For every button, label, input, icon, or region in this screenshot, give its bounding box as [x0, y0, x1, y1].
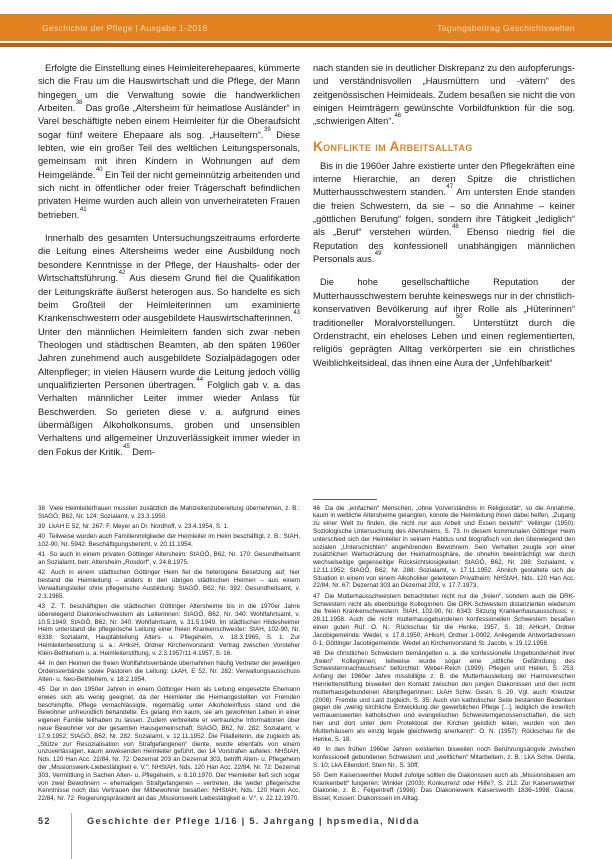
footnote-number: 46: [313, 504, 324, 512]
footnote-marker: 40: [95, 166, 103, 173]
column-left-footnotes: [38, 499, 300, 803]
footnote: 42 Auch in einem städtischen Göttinger Heim fiel die heterogene Besetzung auf; hier bestand die Heimleitung – anders in den übrigen städtischen Heimen – aus einem Verwaltungsleiter ohne pflegerische Ausbildung: StAGÖ, B62, Nr. 392: Gesundheitsamt, v. 2.3.1965.: [38, 569, 300, 600]
footnote-number: 48: [313, 649, 323, 657]
header-section-title: Tagungsbeitrag Geschichtswelten: [437, 22, 575, 33]
footnote: 41 So auch in einem privaten Göttinger Altersheim: StAGÖ, B62, Nr. 170: Gesundheitsamt an Sozialamt, betr. Altersheim „Rosdorf“, v. 24.8.1975.: [38, 551, 300, 567]
footnote-marker: 50: [455, 314, 463, 321]
footnote-marker: 38: [75, 99, 83, 106]
header-journal-title: Geschichte der Pflege | Ausgabe 1-2016: [42, 22, 208, 33]
page-footer: [38, 813, 575, 859]
footnote: 38 Viele Heimleiterfrauen mussten zusätzlich die Mahlzeitenzubereitung übernehmen, z. B.: StAGÖ, B62, Nr. 124: Sozialamt, v. 23.3.1950.: [38, 504, 300, 520]
footnote-marker: 42: [118, 270, 126, 277]
paragraph: Innerhalb des gesamten Untersuchungszeitraums erforderte die Leitung eines Altersheims weder eine Ausbildung noch besondere Kenntnisse in der Pflege, der Haushalts- oder der Wirtschaftsführung.$^{42}$ Aus diesem Grund fiel die Qualifikation der Leitungskräfte äußerst heterogen aus. So handelte es sich beim Großteil der Heimleiterinnen um examinierte Krankenschwestern oder ausgebildete Hauswirtschafterinnen.$^{43}$ Unter den männlichen Heimleitern fanden sich zwar neben Theologen und städtischen Beamten, ab den späten 1960er Jahren zunehmend auch ausgebildete Sozialpädagogen oder Altenpfleger; in vielen Häusern wurde die Leitung jedoch völlig unqualifizierten Personen übertragen.$^{44}$ Folglich gab v. a. das Verhalten männlicher Leiter immer wieder Anlass für Beschwerden. So gerieten diese v. a. aufgrund eines übermäßigen Alkoholkonsums, groben und unsensiblen Verhaltens und allgemeiner Unzuverlässigkeit immer wieder in den Fokus der Kritik.$^{45}$ Dem-: [38, 233, 300, 457]
footnote-marker: 45: [123, 443, 130, 450]
footnote-marker: 39: [264, 126, 271, 133]
footnote-number: 43: [38, 603, 50, 611]
footnote-number: 42: [38, 569, 49, 577]
footnote-number: 40: [38, 533, 47, 541]
footnote-number: 44: [38, 660, 47, 668]
footnote: 48 Die christlichen Schwestern bemängelten u. a. die konfessionelle Ungebundenheit ihrer „freien“ Kolleginnen; teilweise wurde sogar eine „sittliche Gefährdung des Schwesternnachwuchses“ befürchtet: Weber-Reich (1999): Pflegen und Heilen, S. 253. Anfang der 1960er Jahre missbilligte z. B. die Mutterhausleitung der Hannoverschen Henriettenstiftung bisweilen den Kontakt zwischen den jungen Diakonissen und den nicht mutterhausgebundenen Altenpflegerinnen: LkAH Schw. Gesin, S. 20. Vgl. auch: Kreutzer (2008): Fremde und Last zugleich, S. 35. Auch von katholischer Seite bestanden Bedenken gegen die „wenig kirchliche Entwicklung der gewerblichen Pflege [...], lediglich die innerlich vertrauenswerten katholischen und evangelischen Schwesterngenossenschaften, die sich hier und dort unter dem Protektorat der Kirchen geistlich leiten, wurden von den Mutterhäusern als einzig legale gleichwertig anerkannt“: O. N. (1957): Rückschau für die Henke, S. 18.: [313, 649, 575, 743]
header-accent-rule: [0, 43, 612, 47]
footnote-marker: 43: [293, 310, 300, 317]
footnote: 46 Da die „einfachen“ Menschen, „ohne Vorverständnis in Religiosität“, so die Annahme, kaum in weltliche Altersheime gelangten, konnte die Heimleitung ihnen dabei helfen, „Zugang zu einer Welt zu finden, die nicht nur aus Arbeit und Essen besteht“: Vellinger (1950): Soziologische Untersuchung des Altersheims, S. 73. In diesem kommunalen Göttinger Heim unterschied sich der Heimleiter in seinem Habitus und biografisch von den überwiegend den sozialen „Unterschichten“ angehörenden Bewohnern. Sein Verhalten zeugte von einer zusätzlichen Wertschätzung der Heimatmosphäre, die ohnehin beeinträchtigt war durch wechselseitige gegenseitige Rücksichtslosigkeiten: StAGÖ, B62, Nr. 288: Sozialamt, v. 12.11.1952; StAGÖ, B62, Nr. 288: Sozialamt, v. 17.11.1952. Ähnlich gestaltete sich die Situation in einem von einem Alkoholiker geleiteten Privatheim: NHStAH, Nds. 120 Han Acc. 22/84, Nr. 67: Dezernat 303 an Dezernat 203, v. 17.7.1973.: [313, 504, 575, 590]
footnote: 50 Dem Kaiserswerther Modell zufolge sollten die Diakonissen auch als „Missionsbasen am Krankenbett“ fungieren: Winkler (2003): Konkurrenz oder Hilfe?, S. 212. Zur Kaiserswerther Diakonie, z. B.: Felgentreff (1998): Das Diakoniewerk Kaiserswerth 1836–1998; Gause, Bissel, Kossen: Diakonissen im Alltag.: [313, 771, 575, 803]
column-left: [38, 62, 300, 803]
paragraph: nach standen sie in deutlicher Diskrepanz zu den aufopferungs- und verständnisvollen „Hausmüttern und -vätern“ des zeitgenössischen Heimideals. Zudem besaßen sie nicht die von einigen Heimträgern gewünschte Vorbildfunktion für die sog. „schwierigen Alten“.$^{46}$: [313, 63, 575, 127]
footnote: 47 Die Mutterhausschwestern betrachteten nicht nur die „freien“, sondern auch die DRK-Schwestern nicht als ebenbürtige Kolleginnen. Die DRK-Schwestern distanzierten wiederum die freien Krankenschwestern: StAH, 102-90, Nr. 6343: Sitzung Krankenhausausschuss, v. 28.11.1958. Auch die nicht mutterhausgebundenen konfessionellen Schwestern besaßen einen guten Ruf: O. N.: Rückschau für die Henke, 1957, S. 18; AHksH, Ordner Jacobigemeinde: Wedel, v. 17.8.1950; AHksH, Ordner 1-0002, Anliegende Antwortadressen 0-1, Göttinger Jacobigemeinde: Wedel an Kirchenvorstand St. Jacobi, v. 19.12.1958.: [313, 592, 575, 647]
section-heading: Konflikte im Arbeitsalltag: [313, 138, 473, 154]
footnote-marker: 48: [452, 224, 459, 231]
footnote-marker: 47: [446, 184, 454, 191]
footnote-number: 49: [313, 745, 324, 753]
footnote: 49 In den frühen 1960er Jahren existierten bisweilen noch Berührungsängste zwischen konfessionell gebundenen Schwestern und „weltlichen“ Mitarbeitern, z. B.: LkA Schw. Gerda, S. 10; LkA Ellendorf, Stein Nr., S. 30ff.: [313, 745, 575, 769]
column-left-body: [38, 62, 300, 459]
footnote-number: 38: [38, 504, 48, 512]
footnote: 45 Der in den 1950er Jahren in einem Göttinger Heim als Leitung eingesetzte Ehemann erwies sich als wenig geeignet, da der Heimleiter die Heimangestellten vor Fremden beschimpfte, Pflege vernachlässigte, regelmäßig unter Alkoholeinfluss stand und die Bewohner unfreundlich behandelte. Es gelang ihm kaum, sie am gewohnten Leben in einer eigenen Familie teilhaben zu lassen. Zudem verbreitete er vertrauliche Informationen über neue Bewohner vor der gesamten Hausgemeinschaft: StAGÖ, B62, Nr. 282: Sozialamt, v. 17.9.1952; StAGÖ, B62, Nr. 282: Sozialamt, v. 12.11.1952. Die Filialleiterin, die zugleich als „Stütze zur Resozialisation von Strafgefangenen“ diente, wurde ebenfalls von einem unzuverlässigen, kaum anwesenden Heimleiter geführt, der 14 Vorstrafen aufwies: NHStAH, Nds. 120 Han Acc. 22/84, Nr. 72: Dezernat 203 an Dezernat 303, betrifft Alten- u. Pflegeheim der „Missionswerk-Liebestätigkeit e. V.“; NHStAH, Nds. 120 Han Acc. 22/84, Nr. 72: Dezernat 303, Vermittlung in Sachen Alten- u. Pflegeheim, v. 8.10.1970. Der Heimleiter ließ sich sogar von zwei Bewohnern – ehemaligen Strafgefangenen – vertreten, die weder pflegerische Kenntnisse noch das Vertrauen der Mitbewohner besaßen: NHStAH, Nds. 120 Hann Acc. 22/84, Nr. 72: Regierungspräsident an das „Missionswerk Liebestätigkeit e. V.“, v. 22.12.1970.: [38, 686, 300, 803]
footnote: 44 In den Heimen der freien Wohlfahrtsverbände übernahmen häufig Vertreter der jeweiligen Ordensverbände sowie Pastoren die Leitung: LkAH, E 52, Nr. 282: Verwaltungsausschuss Alten- u. Neu-Bethlehem, v. 18.2.1954.: [38, 660, 300, 683]
footnote-marker: 44: [196, 376, 204, 383]
paragraph: Erfolgte die Einstellung eines Heimleiterehepaares, kümmerte sich die Frau um die Hauswirtschaft und die Pflege, der Mann hingegen um die Verwaltung sowie die handwerklichen Arbeiten.$^{38}$ Das große „Altersheim für heimatlose Ausländer“ in Varel beschäftigte neben einem Heimleiter für die Oberaufsicht sogar fünf weitere Ehepaare als sog. „Hauseltern“.$^{39}$ Diese lebten, wie ein großer Teil des weltlichen Leitungspersonals, gemeinsam mit ihren Kindern in Wohnungen auf dem Heimgelände.$^{40}$ Ein Teil der nicht gemeinnützig arbeitenden und sich nicht in öffentlicher oder freier Trägerschaft befindlichen privaten Heime wurden auch allein von unverheirateten Frauen betrieben.$^{41}$: [38, 63, 300, 220]
footnote-marker: 49: [374, 251, 382, 258]
footnote-separator: [313, 499, 377, 500]
footnote-marker: 41: [79, 206, 87, 213]
page-number: 52: [38, 816, 51, 826]
footnote-number: 50: [313, 771, 323, 779]
footnote-number: 47: [313, 592, 323, 600]
footer-text: Geschichte der Pflege 1/16 | 5. Jahrgang | hpsmedia, Nidda: [87, 816, 420, 826]
footnote-number: 39: [38, 522, 47, 530]
column-right: [313, 62, 575, 803]
article-body: [38, 62, 575, 803]
footnote: 40 Teilweise wurden auch Familienmitglieder der Heimleiter im Heim beschäftigt, z. B.: StAH, 102-90, Nr. 5942: Beschäftigungsbericht, v. 20.11.1954.: [38, 533, 300, 548]
column-right-footnotes: [313, 493, 575, 803]
page-header: [0, 14, 612, 41]
footnote-number: 41: [38, 551, 48, 559]
footnote: 43 Z. T. beschäftigten die städtischen Göttinger Altersheime bis in die 1970er Jahre überwiegend Diakonieschwestern als Leiterinnen: StAGÖ, B62, Nr. 340: Wohlfahrtsamt, v. 10.5.1949; StAGÖ, B62, Nr. 340: Wohlfahrtsamt, v. 31.5.1949. Im städtischen Hildesheimer Heim unterstand die pflegerische Leitung einer freien Krankenschwester: StAH, 102-90, Nr. 6338: Sozialamt, Hauptabteilung Alters- u. Pflegeheim, v. 18.3.1965, S. 1. Zur Heimleiterbesetzung u. a.: AHksH, Ordner Kirchenvorstand: Vertrag zwischen Vorsteher Klein-Bethlehem u. a. Heimleiterstiftung, v. 2.3.1957/11.4.1957, S. 16.: [38, 603, 300, 657]
footer-divider: [71, 813, 72, 859]
footnote-marker: 46: [394, 113, 402, 120]
paragraph: Bis in die 1960er Jahre existierte unter den Pflegekräften eine interne Hierarchie, an deren Spitze die christlichen Mutterhausschwestern standen.$^{47}$ Am untersten Ende standen die freien Schwestern, da sie – so die Annahme – keiner „göttlichen Berufung“ folgen, sondern ihre Tätigkeit „lediglich“ als „Beruf“ verstehen würden.$^{48}$ Ebenso niedrig fiel die Reputation des konfessionell unabhängigen männlichen Personals aus.$^{49}$: [313, 160, 575, 265]
paragraph: Die hohe gesellschaftliche Reputation der Mutterhausschwestern beruhte keineswegs nur in der christlich-konservativen Bevölkerung auf ihrer Rolle als „Hüterinnen“ traditioneller Moralvorstellungen.$^{50}$ Unterstützt durch die Ordenstracht, ein eheloses Leben und einen reglementierten, religiös geprägten Alltag verkörperten sie ein christliches Weiblichkeitsideal, das ihnen eine Aura der „Unfehlbarkeit“: [313, 277, 575, 368]
footnote: 39 LkAH E 52, Nr. 267: F. Meyer an Dr. Nordhoff, v. 23.4.1954, S. 1.: [38, 522, 229, 530]
column-right-body: [313, 62, 575, 370]
footnote-number: 45: [38, 686, 48, 694]
